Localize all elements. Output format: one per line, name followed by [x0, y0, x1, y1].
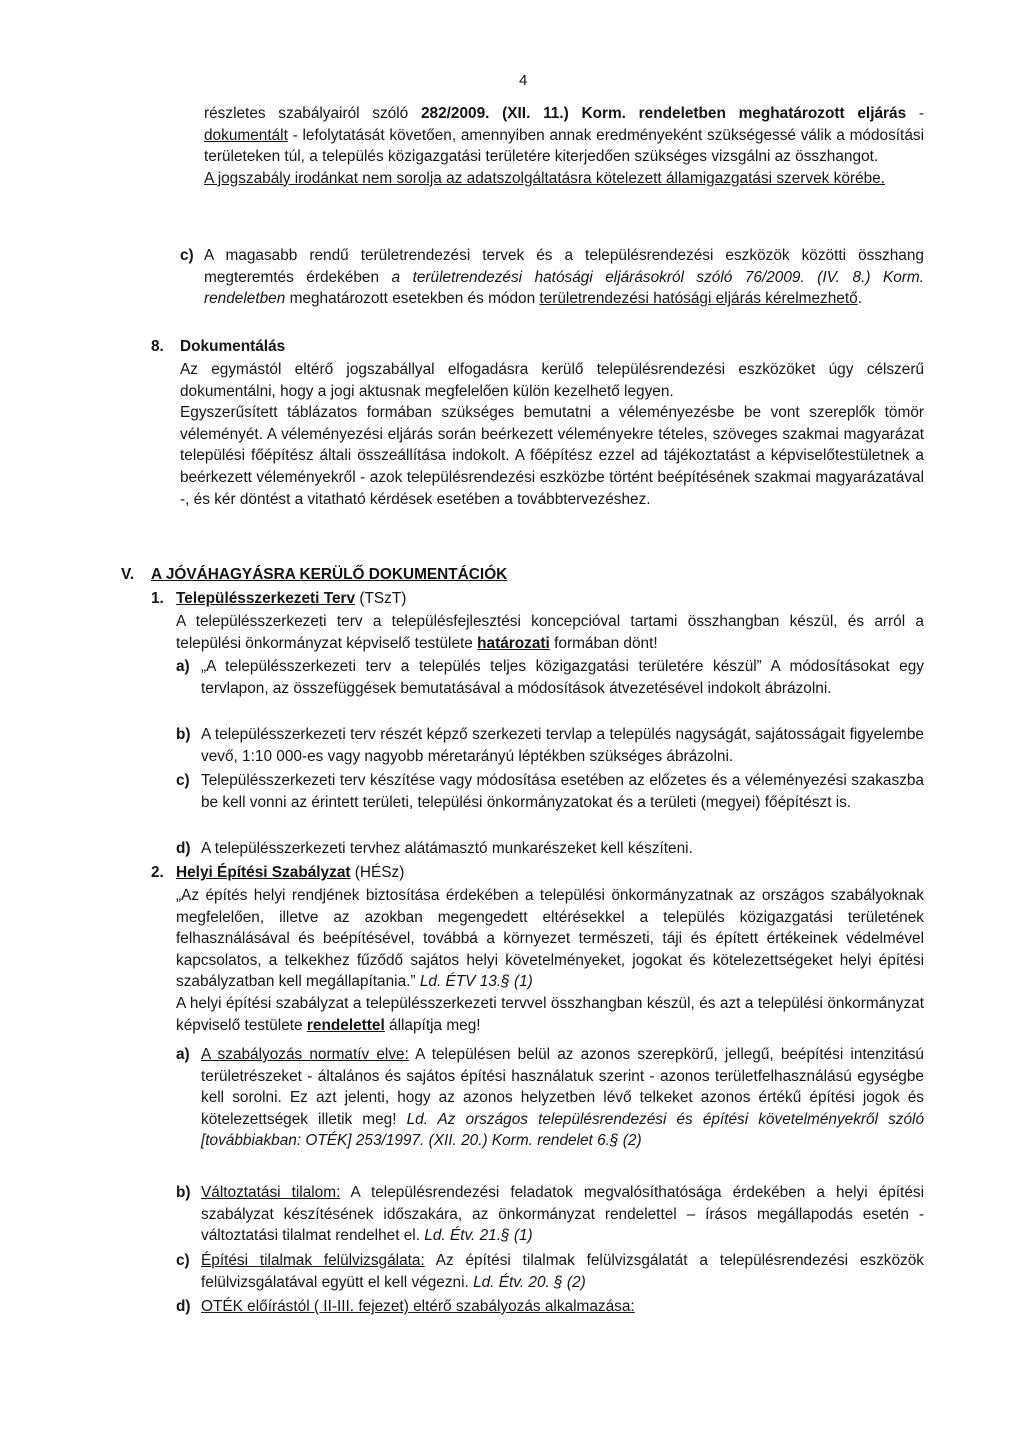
law-reference: Ld. Étv. 20. § (2)	[473, 1273, 586, 1291]
documented-term: dokumentált	[204, 126, 288, 144]
item-2d-label: d)	[176, 1298, 191, 1315]
section-8-title: Dokumentálás	[180, 338, 286, 355]
item-2-heading: Helyi Építési Szabályzat (HÉSz)	[176, 864, 405, 881]
law-reference: Ld. ÉTV 13.§ (1)	[419, 973, 533, 991]
item-1c-text: Településszerkezeti terv készítése vagy módosítása esetében az előzetes és a véleményezési szakaszba be kell vonni az érintett területi, települési önkormányzatokat és a területi (megyei) főépítészt is.	[201, 772, 924, 811]
item-2c-label: c)	[176, 1252, 190, 1269]
law-reference: Ld. Az országos településrendezési és építési követelményekről szóló [továbbiakban: OTÉK] 253/1997. (XII. 20.) Korm. rendelet 6.§ (2)	[201, 1110, 925, 1150]
law-reference: Ld. Étv. 21.§ (1)	[424, 1227, 533, 1245]
item-2-number: 2.	[151, 864, 164, 881]
intro-note: A jogszabály irodánkat nem sorolja az adatszolgáltatásra kötelezett államigazgatási szervek körébe.	[204, 169, 885, 187]
section-8-body	[180, 359, 924, 510]
item-2a-text: A szabályozás normatív elve: A településen belül az azonos szerepkörű, jellegű, beépítési intenzitású területrészeket - általános és sajátos építési használatuk szerint - azonos területfelhasználású egységbe kell sorolni. Ez azt jelenti, hogy az azonos helyzetben lévő telkeket azonos értékű építési jogok és kötelezettségek illetik meg! Ld. Az országos településrendezési és építési követelményekről szóló [továbbiakban: OTÉK] 253/1997. (XII. 20.) Korm. rendelet 6.§ (2)	[201, 1046, 925, 1150]
intro-text	[204, 103, 924, 189]
regulation-reference: 282/2009. (XII. 11.) Korm. rendeletben meghatározott eljárás	[420, 105, 907, 122]
item-2d-heading: OTÉK előírástól ( II-III. fejezet) eltérő szabályozás alkalmazása:	[201, 1298, 635, 1315]
section-8-paragraph-2: Egyszerűsített táblázatos formában szükséges bemutatni a véleményezésbe be vont szereplők tömör véleményét. A véleményezési eljárás során beérkezett véleményekre tételes, szöveges szakmai magyarázat települési főépítész általi összeállítása indokolt. A főépítész ezzel ad tájékoztatást a képviselőtestületnek a beérkezett véleményekről - azok településrendezési eszközbe történt beépítésének szakmai magyarázatával -, és kér döntést a vitatható kérdések esetében a továbbtervezéshez.	[180, 404, 924, 508]
item-1d-text: A településszerkezeti tervhez alátámasztó munkarészeket kell készíteni.	[201, 840, 693, 857]
item-2c-heading: Építési tilalmak felülvizsgálata:	[201, 1252, 425, 1269]
section-v-title: A JÓVÁHAGYÁSRA KERÜLŐ DOKUMENTÁCIÓK	[151, 566, 508, 583]
item-2c-text: Építési tilalmak felülvizsgálata: Az építési tilalmak felülvizsgálatát a településrendezési eszközök felülvizsgálatával együtt el kell végezni. Ld. Étv. 20. § (2)	[201, 1252, 925, 1291]
item-1a-text: „A településszerkezeti terv a település teljes közigazgatási területére készül” A módosításokat egy tervlapon, az összefüggések bemutatásával a módosítások átvezetésével indokolt ábrázolni.	[201, 658, 924, 697]
item-2-body	[176, 885, 924, 1036]
item-c-text: A magasabb rendű területrendezési tervek és a településrendezési eszközök közötti összhang megteremtés érdekében a területrendezési hatósági eljárásokról szóló 76/2009. (IV. 8.) Korm. rendeletben meghatározott esetekben és módon területrendezési hatósági eljárás kérelmezhető.	[204, 247, 924, 308]
item-1d-label: d)	[176, 840, 191, 857]
item-1c-label: c)	[176, 772, 190, 789]
item-2-paragraph: A helyi építési szabályzat a településszerkezeti tervvel összhangban készül, és azt a települési önkormányzat képviselő testülete rendelettel állapítja meg!	[176, 994, 924, 1034]
regulation-reference: a területrendezési hatósági eljárásokról szóló 76/2009. (IV. 8.) Korm. rendeletben	[204, 268, 924, 308]
item-1b-label: b)	[176, 726, 191, 743]
item-1b-text: A településszerkezeti terv részét képző szerkezeti tervlap a település nagyságát, sajátosságait figyelembe vevő, 1:10 000-es vagy nagyobb méretarányú léptékben szükséges ábrázolni.	[201, 726, 924, 765]
section-8-paragraph-1: Az egymástól eltérő jogszabállyal elfogadásra kerülő településrendezési eszközöket úgy célszerű dokumentálni, hogy a jogi aktusnak megfelelően külön kezelhető legyen.	[180, 361, 924, 400]
item-c-label: c)	[180, 247, 194, 264]
section-8-number: 8.	[151, 338, 164, 355]
item-2a-label: a)	[176, 1046, 190, 1063]
intro-paragraph: részletes szabályairól szóló 282/2009. (XII. 11.) Korm. rendeletben meghatározott eljárás - dokumentált - lefolytatását követően, amennyiben annak eredményeként szükségessé válik a módosítási területeken túl, a település közigazgatási területére kiterjedően szükséges vizsgálni az összhangot.	[204, 105, 925, 166]
item-1-title: Településszerkezeti Terv	[176, 590, 356, 607]
procedure-term: területrendezési hatósági eljárás kérelmezhető	[539, 290, 858, 308]
resolution-term: határozati	[477, 634, 550, 652]
item-2-title: Helyi Építési Szabályzat	[176, 864, 351, 881]
item-2d-text	[201, 1296, 635, 1318]
item-1a-label: a)	[176, 658, 190, 675]
decree-term: rendelettel	[306, 1016, 385, 1034]
item-2b-text: Változtatási tilalom: A településrendezési feladatok megvalósíthatósága érdekében a helyi építési szabályzat készítésének időszakára, az önkormányzat rendelettel – írásos megállapodás esetén - változtatási tilalmat rendelhet el. Ld. Étv. 21.§ (1)	[201, 1184, 924, 1245]
item-2b-label: b)	[176, 1184, 191, 1201]
item-1-heading: Településszerkezeti Terv (TSzT)	[176, 590, 407, 607]
item-1-intro: A településszerkezeti terv a településfejlesztési koncepcióval tartami összhangban készül, és arról a települési önkormányzat képviselő testülete határozati formában dönt!	[176, 613, 924, 652]
page-number: 4	[519, 72, 528, 89]
item-2a-heading: A szabályozás normatív elve:	[201, 1046, 409, 1063]
section-v-number: V.	[121, 566, 135, 583]
item-1-number: 1.	[151, 590, 164, 607]
item-2b-heading: Változtatási tilalom:	[201, 1184, 341, 1201]
item-2-quote: „Az építés helyi rendjének biztosítása érdekében a települési önkormányzatnak az országos szabályoknak megfelelően, illetve az azokban megengedett eltérésekkel a település közigazgatási területének felhasználásával és beépítésével, továbbá a környezet természeti, táji és épített értékeinek védelmével kapcsolatos, a telkekhez fűződő sajátos helyi követelményeket, jogokat és kötelezettségeket helyi építési szabályzatban kell megállapítania.” Ld. ÉTV 13.§ (1)	[176, 887, 924, 991]
